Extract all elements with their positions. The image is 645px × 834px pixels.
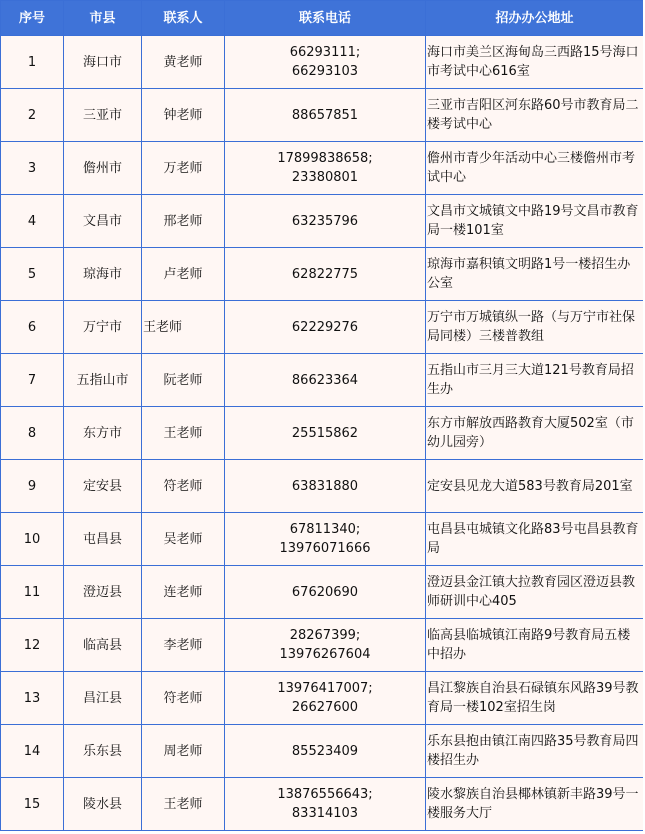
phone-number: 67811340; xyxy=(289,522,361,537)
phone-number: 28267399; xyxy=(289,628,361,643)
cell-phone xyxy=(225,460,426,513)
cell-contact: 李老师 xyxy=(142,619,225,672)
cell-phone xyxy=(225,195,426,248)
cell-phone xyxy=(225,354,426,407)
phone-number: 13876556643; xyxy=(277,787,373,802)
phone-number: 63831880 xyxy=(291,478,359,494)
cell-address: 五指山市三月三大道121号教育局招生办 xyxy=(426,354,644,407)
cell-contact: 周老师 xyxy=(142,725,225,778)
phone-number: 17899838658; xyxy=(277,151,373,166)
cell-no: 5 xyxy=(1,248,64,301)
table-row xyxy=(1,89,644,142)
cell-address: 定安县见龙大道583号教育局201室 xyxy=(426,460,644,513)
cell-address: 儋州市青少年活动中心三楼儋州市考试中心 xyxy=(426,142,644,195)
table-row xyxy=(1,513,644,566)
cell-phone xyxy=(225,672,426,725)
cell-contact: 符老师 xyxy=(142,672,225,725)
header-address: 招办办公地址 xyxy=(426,1,644,36)
cell-address: 陵水黎族自治县椰林镇新丰路39号一楼服务大厅 xyxy=(426,778,644,831)
cell-no: 10 xyxy=(1,513,64,566)
cell-city: 东方市 xyxy=(64,407,142,460)
cell-city: 陵水县 xyxy=(64,778,142,831)
cell-city: 万宁市 xyxy=(64,301,142,354)
cell-city: 乐东县 xyxy=(64,725,142,778)
phone-number: 86623364 xyxy=(291,372,359,388)
cell-contact: 王老师 xyxy=(142,778,225,831)
table-row xyxy=(1,672,644,725)
table-body xyxy=(1,36,644,831)
cell-contact: 连老师 xyxy=(142,566,225,619)
cell-no: 6 xyxy=(1,301,64,354)
cell-address: 乐东县抱由镇江南四路35号教育局四楼招生办 xyxy=(426,725,644,778)
phone-number: 25515862 xyxy=(291,425,359,441)
phone-number: 88657851 xyxy=(291,107,359,123)
table-row xyxy=(1,566,644,619)
table-row xyxy=(1,407,644,460)
cell-address: 海口市美兰区海甸岛三西路15号海口市考试中心616室 xyxy=(426,36,644,89)
phone-number: 13976071666 xyxy=(279,541,371,556)
phone-number: 26627600 xyxy=(291,700,359,715)
cell-city: 临高县 xyxy=(64,619,142,672)
cell-city: 琼海市 xyxy=(64,248,142,301)
phone-number: 23380801 xyxy=(291,170,359,185)
phone-number: 63235796 xyxy=(291,213,359,229)
cell-no: 8 xyxy=(1,407,64,460)
cell-address: 临高县临城镇江南路9号教育局五楼中招办 xyxy=(426,619,644,672)
cell-phone xyxy=(225,36,426,89)
table-row xyxy=(1,725,644,778)
cell-no: 11 xyxy=(1,566,64,619)
cell-no: 9 xyxy=(1,460,64,513)
cell-no: 1 xyxy=(1,36,64,89)
cell-city: 定安县 xyxy=(64,460,142,513)
phone-number: 66293111; xyxy=(289,45,361,60)
cell-city: 屯昌县 xyxy=(64,513,142,566)
phone-number: 85523409 xyxy=(291,743,359,759)
header-contact: 联系人 xyxy=(142,1,225,36)
cell-phone xyxy=(225,89,426,142)
cell-address: 文昌市文城镇文中路19号文昌市教育局一楼101室 xyxy=(426,195,644,248)
phone-number: 66293103 xyxy=(291,64,359,79)
cell-phone xyxy=(225,619,426,672)
cell-address: 万宁市万城镇纵一路（与万宁市社保局同楼）三楼普教组 xyxy=(426,301,644,354)
cell-city: 文昌市 xyxy=(64,195,142,248)
cell-phone xyxy=(225,142,426,195)
header-no: 序号 xyxy=(1,1,64,36)
cell-city: 三亚市 xyxy=(64,89,142,142)
cell-city: 海口市 xyxy=(64,36,142,89)
phone-number: 62229276 xyxy=(291,319,359,335)
cell-address: 东方市解放西路教育大厦502室（市幼儿园旁） xyxy=(426,407,644,460)
cell-address: 三亚市吉阳区河东路60号市教育局二楼考试中心 xyxy=(426,89,644,142)
cell-phone xyxy=(225,778,426,831)
cell-contact: 钟老师 xyxy=(142,89,225,142)
cell-no: 14 xyxy=(1,725,64,778)
cell-contact: 符老师 xyxy=(142,460,225,513)
cell-contact: 王老师 xyxy=(142,407,225,460)
cell-no: 4 xyxy=(1,195,64,248)
cell-contact: 万老师 xyxy=(142,142,225,195)
cell-phone xyxy=(225,725,426,778)
cell-phone xyxy=(225,566,426,619)
cell-contact: 王老师 xyxy=(142,301,225,354)
cell-contact: 邢老师 xyxy=(142,195,225,248)
table-row xyxy=(1,301,644,354)
cell-contact: 卢老师 xyxy=(142,248,225,301)
table-header-row xyxy=(1,1,644,36)
phone-number: 83314103 xyxy=(291,806,359,821)
table-row xyxy=(1,619,644,672)
cell-no: 15 xyxy=(1,778,64,831)
header-city: 市县 xyxy=(64,1,142,36)
cell-phone xyxy=(225,407,426,460)
cell-address: 琼海市嘉积镇文明路1号一楼招生办公室 xyxy=(426,248,644,301)
cell-no: 2 xyxy=(1,89,64,142)
cell-no: 7 xyxy=(1,354,64,407)
cell-city: 昌江县 xyxy=(64,672,142,725)
cell-city: 五指山市 xyxy=(64,354,142,407)
phone-number: 13976267604 xyxy=(279,647,371,662)
cell-phone xyxy=(225,301,426,354)
cell-contact: 阮老师 xyxy=(142,354,225,407)
cell-city: 儋州市 xyxy=(64,142,142,195)
table-row xyxy=(1,248,644,301)
cell-contact: 黄老师 xyxy=(142,36,225,89)
cell-address: 澄迈县金江镇大拉教育园区澄迈县教师研训中心405 xyxy=(426,566,644,619)
phone-number: 67620690 xyxy=(291,584,359,600)
cell-no: 12 xyxy=(1,619,64,672)
header-phone: 联系电话 xyxy=(225,1,426,36)
cell-no: 3 xyxy=(1,142,64,195)
table-row xyxy=(1,36,644,89)
cell-city: 澄迈县 xyxy=(64,566,142,619)
phone-number: 13976417007; xyxy=(277,681,373,696)
cell-phone xyxy=(225,248,426,301)
cell-address: 昌江黎族自治县石碌镇东风路39号教育局一楼102室招生岗 xyxy=(426,672,644,725)
cell-address: 屯昌县屯城镇文化路83号屯昌县教育局 xyxy=(426,513,644,566)
table-row xyxy=(1,354,644,407)
cell-no: 13 xyxy=(1,672,64,725)
cell-contact: 吴老师 xyxy=(142,513,225,566)
table-row xyxy=(1,195,644,248)
table-row xyxy=(1,142,644,195)
cell-phone xyxy=(225,513,426,566)
table-row xyxy=(1,778,644,831)
phone-number: 62822775 xyxy=(291,266,359,282)
table-row xyxy=(1,460,644,513)
